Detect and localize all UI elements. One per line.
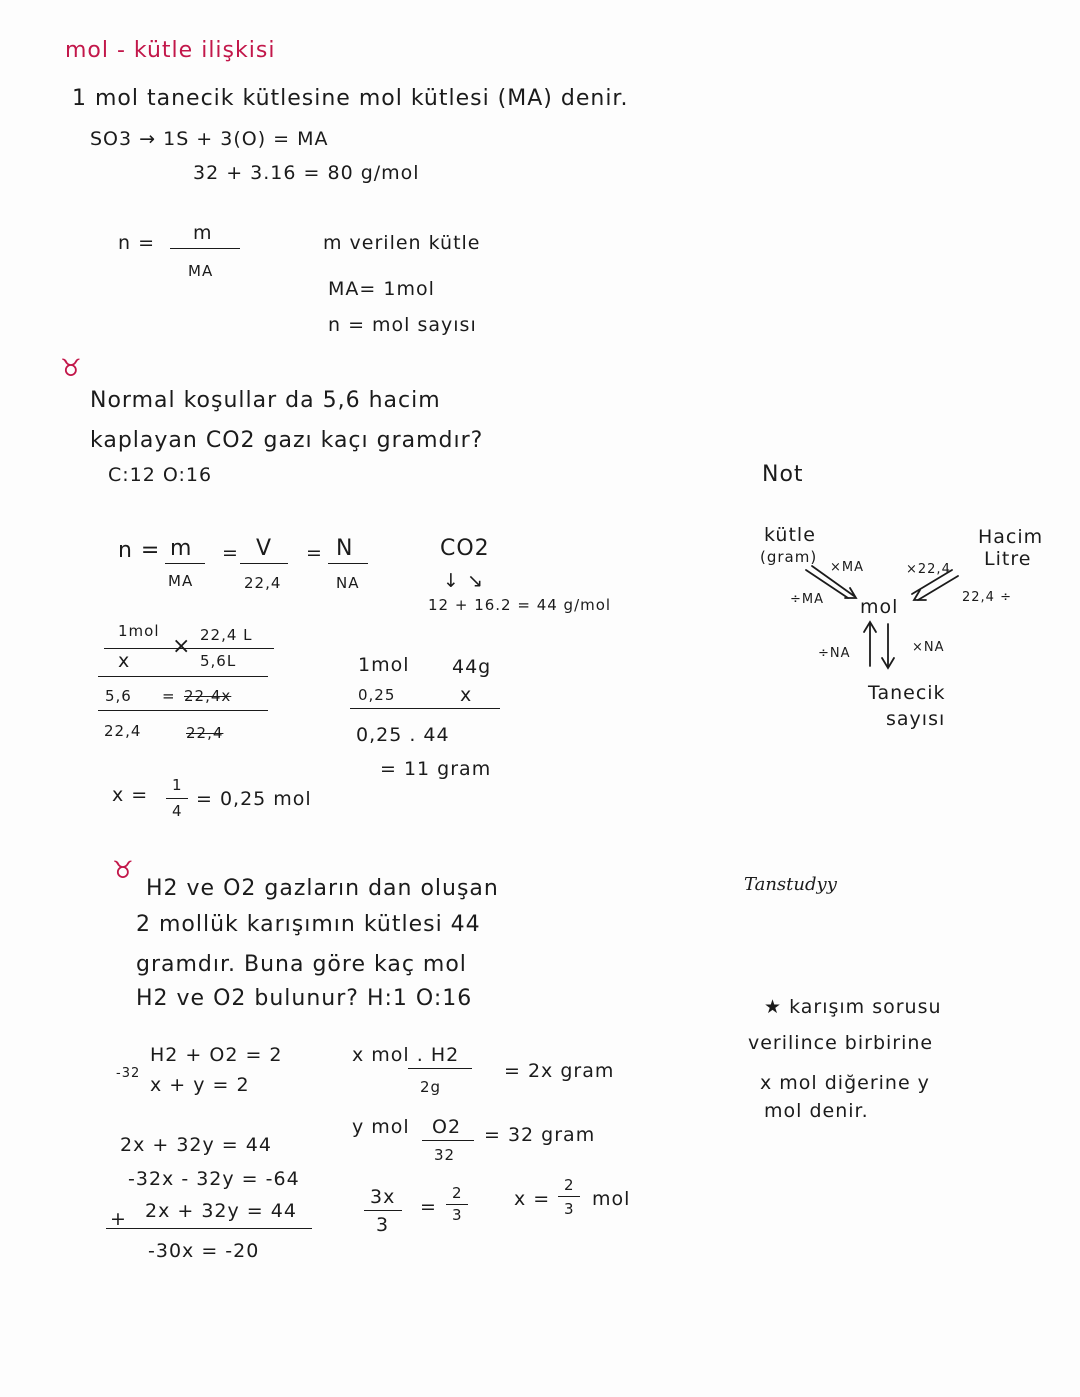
co2-calc: 12 + 16.2 = 44 g/mol (428, 596, 612, 614)
q2-eq1: H2 + O2 = 2 (150, 1044, 283, 1066)
q2-frac-rhs-den: 3 (452, 1206, 463, 1224)
q1-formula-na: NA (336, 574, 360, 592)
arrow-hacim-to-mol (918, 576, 958, 600)
note-hacim: Hacim (978, 526, 1044, 548)
q2-eq2: x + y = 2 (150, 1074, 250, 1096)
q1-formula-n: n = (118, 538, 161, 563)
note-sayisi: sayısı (886, 708, 946, 730)
q2-plus: + (110, 1208, 127, 1230)
q2-frac-lhs-num: 3x (370, 1186, 396, 1208)
sum-line (106, 1228, 312, 1229)
formula-ma: MA (188, 262, 214, 280)
ma-description: MA= 1mol (328, 278, 435, 300)
q2-eq3: 2x + 32y = 44 (120, 1134, 272, 1156)
question-mark-icon: ♉ (112, 856, 135, 884)
co2-label: CO2 (440, 536, 490, 561)
q2-line2: 2 mollük karışımın kütlesi 44 (136, 912, 481, 937)
q2-frac-lhs-den: 3 (376, 1214, 390, 1236)
note-mol: mol (860, 596, 899, 618)
q2-xmol: x mol . H2 (352, 1044, 460, 1066)
q2-frac-rhs-num: 2 (452, 1184, 463, 1202)
q2-eq6: -30x = -20 (148, 1240, 260, 1262)
note-x-ma: ×MA (830, 560, 865, 575)
q1-eq1: = (222, 542, 239, 564)
prop-56: 5,6 (105, 687, 132, 705)
q2-ymol-den: 32 (434, 1146, 456, 1164)
r-025: 0,25 (358, 686, 396, 704)
co2-arrows: ↓ ↘ (443, 570, 484, 592)
note-tanecik: Tanecik (868, 682, 946, 704)
q2-minus32: -32 (116, 1066, 141, 1081)
note-kutle: kütle (764, 524, 816, 546)
q2-line3: gramdır. Buna göre kaç mol (136, 952, 467, 977)
fraction-bar (446, 1204, 468, 1205)
q1-line1: Normal koşullar da 5,6 hacim (90, 388, 441, 413)
r-1mol: 1mol (358, 654, 410, 676)
q2-line4: H2 ve O2 bulunur? H:1 O:16 (136, 986, 473, 1011)
x-result: = 0,25 mol (196, 788, 312, 810)
note-gram: (gram) (760, 548, 818, 566)
side-note-line4: mol denir. (764, 1100, 869, 1122)
arrow-mol-to-kutle (806, 570, 848, 598)
x-result-den: 4 (172, 802, 183, 820)
q2-line1: H2 ve O2 gazların dan oluşan (146, 876, 499, 901)
q2-xmol-den: 2g (420, 1078, 442, 1096)
prop-224: 22,4 (104, 722, 142, 740)
q2-ymol-num: O2 (432, 1116, 462, 1138)
note-x-na: ×NA (912, 640, 945, 655)
r-calc: 0,25 . 44 (356, 724, 450, 746)
q2-x-val-den: 3 (564, 1200, 575, 1218)
page-title: mol - kütle ilişkisi (65, 38, 276, 63)
prop-cross: × (172, 634, 192, 659)
q2-eq4: -32x - 32y = -64 (128, 1168, 300, 1190)
q2-frac-eq: = (420, 1196, 437, 1218)
q1-atoms: C:12 O:16 (108, 464, 213, 486)
fraction-bar (558, 1196, 580, 1197)
n-description: n = mol sayısı (328, 314, 477, 336)
q1-formula-v: V (256, 536, 273, 561)
fraction-bar (408, 1068, 472, 1069)
r-x: x (460, 684, 473, 706)
q1-formula-224: 22,4 (244, 574, 282, 592)
q2-ymol-res: = 32 gram (484, 1124, 596, 1146)
q1-line2: kaplayan CO2 gazı kaçı gramdır? (90, 428, 484, 453)
r-result: = 11 gram (380, 758, 492, 780)
prop-224x: 22,4x (184, 687, 232, 705)
q2-ymol: y mol (352, 1116, 410, 1138)
question-mark-icon: ♉ (60, 354, 83, 382)
r-44g: 44g (452, 656, 492, 678)
prop-1mol: 1mol (118, 622, 160, 640)
fraction-bar (422, 1140, 474, 1141)
arrow-kutle-to-mol (812, 566, 854, 596)
q2-x-val-num: 2 (564, 1176, 575, 1194)
q1-eq2: = (306, 542, 323, 564)
prop-eq: = (162, 687, 176, 705)
note-div-ma: ÷MA (790, 592, 825, 607)
prop-224b: 22,4 (186, 724, 224, 742)
x-result-lhs: x = (112, 784, 149, 806)
note-x-224: ×22,4 (906, 562, 951, 577)
x-result-num: 1 (172, 776, 183, 794)
q1-formula-ma: MA (168, 572, 194, 590)
note-label: Not (762, 462, 804, 487)
note-div-224: 22,4 ÷ (962, 590, 1012, 605)
q2-eq5: 2x + 32y = 44 (145, 1200, 297, 1222)
note-litre: Litre (984, 548, 1032, 570)
so3-calc: 32 + 3.16 = 80 g/mol (193, 162, 420, 184)
definition-line: 1 mol tanecik kütlesine mol kütlesi (MA) denir. (72, 86, 629, 111)
q1-formula-n2: N (336, 536, 354, 561)
arrow-mol-to-hacim (912, 570, 952, 594)
formula-n: n = (118, 232, 156, 254)
side-note-line2: verilince birbirine (748, 1032, 934, 1054)
side-note-line3: x mol diğerine y (760, 1072, 930, 1094)
q2-xmol-res: = 2x gram (504, 1060, 615, 1082)
q1-formula-m: m (170, 536, 193, 561)
q2-x-val-lhs: x = (514, 1188, 551, 1210)
note-div-na: ÷NA (818, 646, 851, 661)
formula-m: m (193, 222, 213, 244)
watermark: Tanstudyy (744, 874, 837, 895)
so3-line: SO3 → 1S + 3(O) = MA (90, 128, 329, 150)
prop-224L: 22,4 L (200, 626, 253, 644)
fraction-bar (364, 1210, 402, 1211)
prop-x: x (118, 650, 131, 672)
q2-x-val-unit: mol (592, 1188, 631, 1210)
side-note-line1: ★ karışım sorusu (764, 996, 942, 1018)
prop-56L: 5,6L (200, 652, 237, 670)
m-description: m verilen kütle (323, 232, 481, 254)
